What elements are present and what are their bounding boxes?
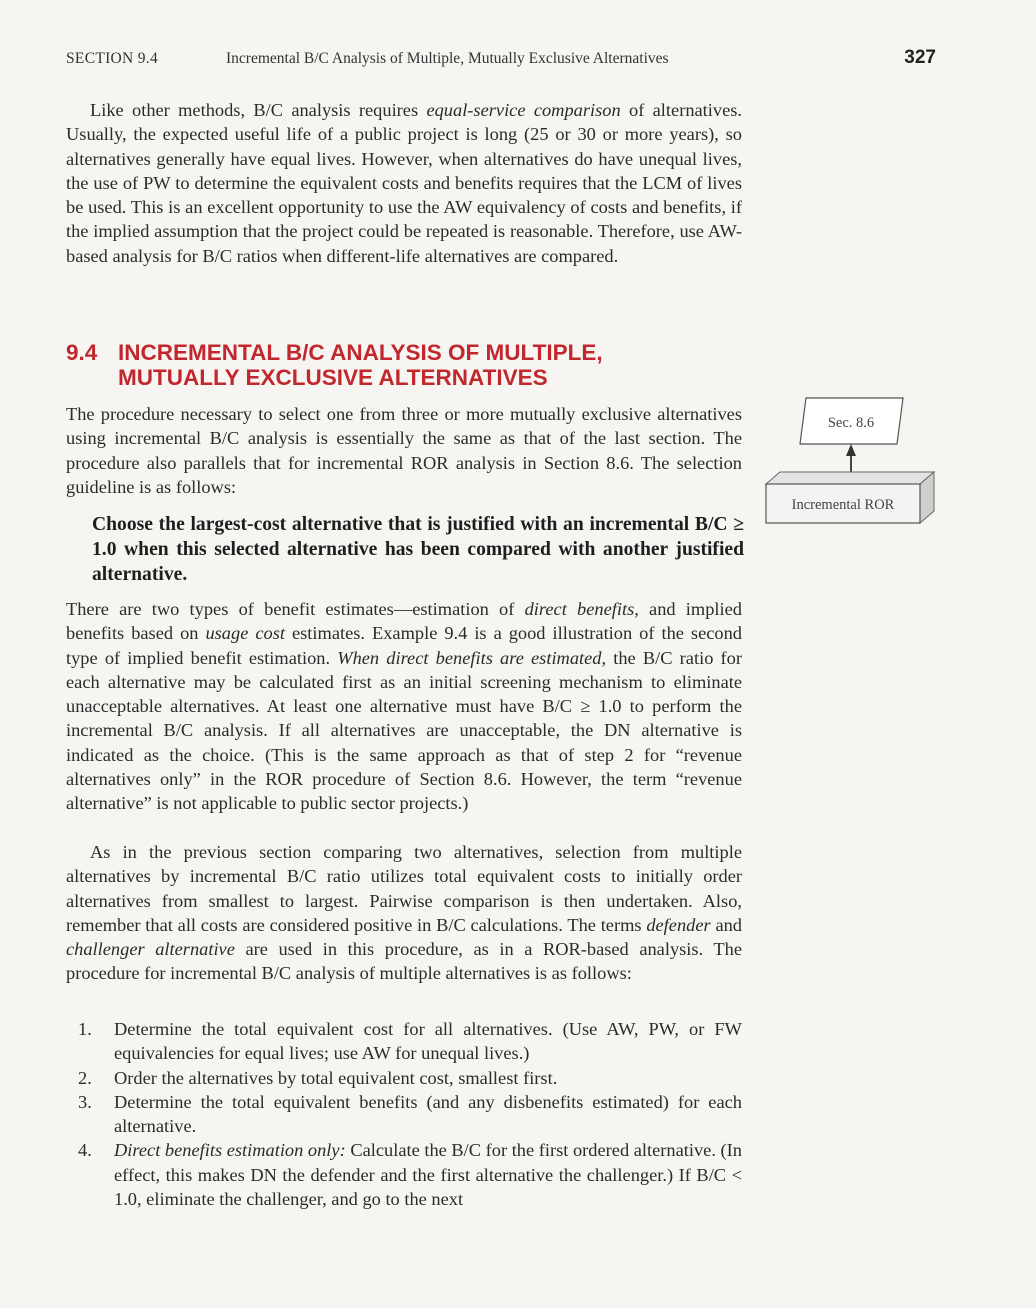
step-number: 1. [78, 1019, 92, 1039]
step-text-rest: Calculate the B/C for the first ordered alternative. (In effect, this makes DN the defender and the first alternative the challenger.) If B/C < 1.0, eliminate the challenger, and go to the next [114, 1140, 742, 1210]
arrow-up-icon [846, 444, 856, 456]
benefits-emphasis-2: usage cost [205, 623, 285, 644]
procedure-steps [66, 1017, 742, 1211]
intro-paragraph [66, 98, 742, 268]
multiple-alternatives-paragraph [66, 840, 742, 986]
benefits-paragraph [66, 597, 742, 816]
multiple-text-3: are used in this procedure, as in a ROR-based analysis. The procedure for incremental B/C analysis of multiple alternatives is as follows: [66, 939, 742, 984]
multiple-emphasis-2: challenger alternative [66, 939, 235, 960]
benefits-emphasis-1: direct benefits, [524, 599, 639, 619]
multiple-text-2: and [710, 914, 742, 935]
step-text: Determine the total equivalent benefits (and any disbenefits estimated) for each alternative. [114, 1091, 742, 1137]
incremental-ror-label: Incremental ROR [791, 497, 895, 513]
step-number: 4. [78, 1140, 92, 1161]
step-text [114, 1140, 742, 1209]
section-number: 9.4 [66, 340, 98, 365]
procedure-step [66, 1017, 742, 1066]
benefits-text-3: estimates. Example 9.4 is a good illustration of the second type of implied benefit estimation. [66, 623, 742, 668]
section-title-line-1: INCREMENTAL B/C ANALYSIS OF MULTIPLE, [118, 340, 603, 365]
section-title-line-2: MUTUALLY EXCLUSIVE ALTERNATIVES [118, 365, 548, 390]
running-head-title: Incremental B/C Analysis of Multiple, Mutually Exclusive Alternatives [226, 50, 669, 67]
procedure-intro-paragraph: The procedure necessary to select one from three or more mutually exclusive alternatives using incremental B/C analysis is essentially the same as that of the last section. The procedure also parallels that for incremental ROR analysis in Section 8.6. The selection guideline is as follows: [66, 404, 742, 497]
sec-8-6-label: Sec. 8.6 [827, 415, 875, 431]
box-top-face [766, 472, 934, 484]
step-number: 3. [78, 1091, 92, 1112]
running-head-section: SECTION 9.4 [66, 50, 158, 67]
procedure-step [66, 1066, 742, 1090]
benefits-emphasis-3: When direct benefits are estimated, [337, 647, 607, 668]
procedure-step [66, 1138, 742, 1211]
benefits-text-1: There are two types of benefit estimates—estimation of [66, 599, 525, 619]
benefits-text-4: the B/C ratio for each alternative may be calculated first as an initial screening mechanism to eliminate unacceptable alternatives. At least one alternative must have B/C ≥ 1.0 to perform the incremental B/C analysis. If all alternatives are unacceptable, the DN alternative is indicated as the choice. (This is the same approach as that of step 2 for “revenue alternatives only” in the ROR procedure of Section 8.6. However, the term “revenue alternative” is not applicable to public sector projects.) [66, 647, 742, 814]
intro-text-2: of alternatives. Usually, the expected useful life of a public project is long (25 or 30 or more years), so alternatives generally have equal lives. However, when alternatives do have unequal lives, the use of PW to determine the equivalent costs and benefits requires that the LCM of lives be used. This is an excellent opportunity to use the AW equivalency of costs and benefits, if the implied assumption that the project could be repeated is reasonable. Therefore, use AW-based analysis for B/C ratios when different-life alternatives are compared. [66, 100, 743, 266]
intro-emphasis: equal-service comparison [426, 100, 621, 120]
cross-reference-figure [762, 396, 938, 526]
step-number: 2. [78, 1067, 92, 1088]
multiple-emphasis-1: defender [646, 914, 711, 935]
step-emphasis: Direct benefits estimation only: [114, 1140, 346, 1161]
page-number: 327 [904, 47, 936, 68]
selection-guideline: Choose the largest-cost alternative that is justified with an incremental B/C ≥ 1.0 when this selected alternative has been compared with another justified alternative. [92, 514, 744, 585]
procedure-step [66, 1090, 742, 1139]
running-head [66, 47, 936, 72]
benefits-text-2: and implied benefits based on [66, 599, 742, 644]
intro-text-1: Like other methods, B/C analysis requires [90, 100, 427, 120]
multiple-text-1: As in the previous section comparing two alternatives, selection from multiple alternatives by incremental B/C ratio utilizes total equivalent costs to initially order alternatives from smallest to largest. Pairwise comparison is then undertaken. Also, remember that all costs are considered positive in B/C calculations. The terms [66, 842, 742, 935]
step-text: Determine the total equivalent cost for all alternatives. (Use AW, PW, or FW equivalencies for equal lives; use AW for unequal lives.) [114, 1019, 742, 1064]
step-text: Order the alternatives by total equivalent cost, smallest first. [114, 1067, 558, 1088]
